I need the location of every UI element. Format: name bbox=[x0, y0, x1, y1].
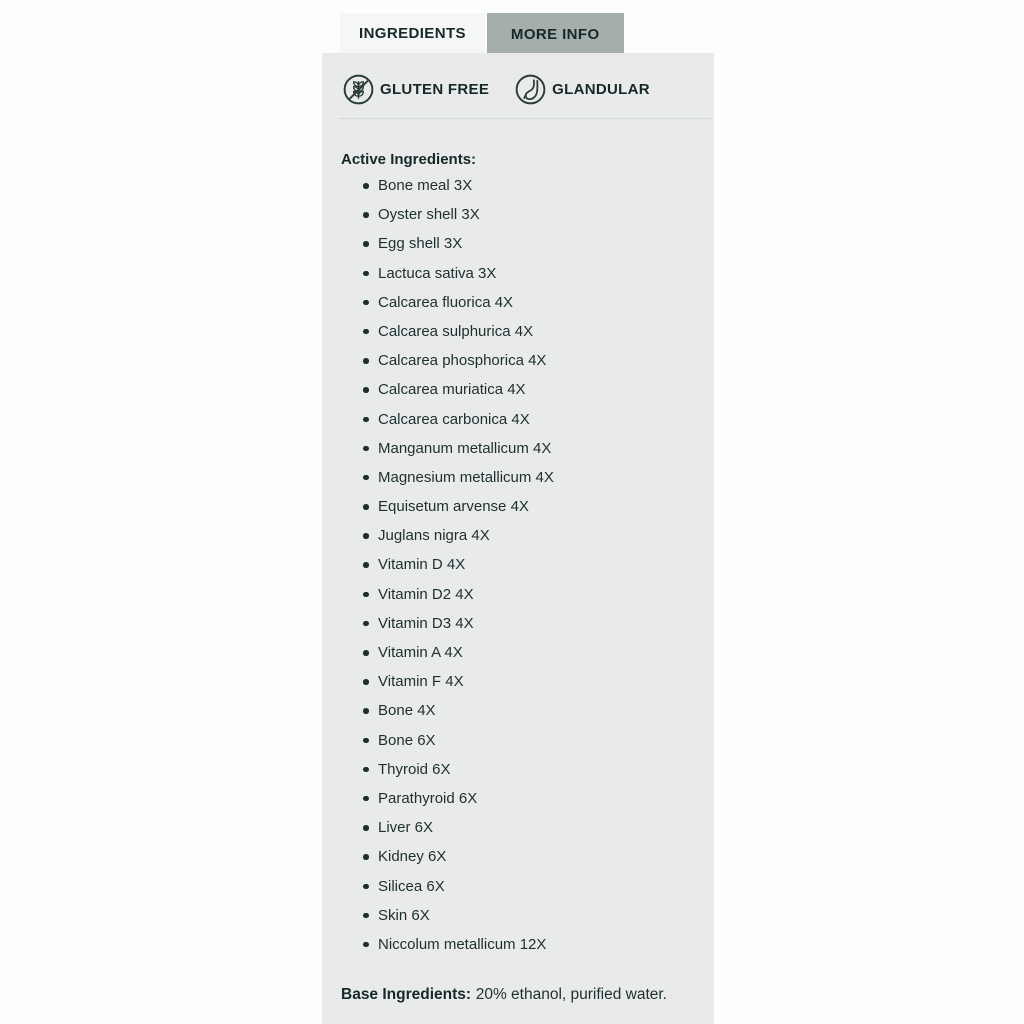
ingredient-item: Lactuca sativa 3X bbox=[378, 265, 714, 283]
badge-glandular bbox=[515, 74, 650, 105]
ingredient-item: Vitamin F 4X bbox=[378, 673, 714, 691]
ingredient-item: Niccolum metallicum 12X bbox=[378, 936, 714, 954]
ingredient-item: Vitamin D3 4X bbox=[378, 615, 714, 633]
ingredient-item: Vitamin D2 4X bbox=[378, 586, 714, 604]
ingredient-item: Calcarea carbonica 4X bbox=[378, 411, 714, 429]
badge-gluten-free-label: GLUTEN FREE bbox=[380, 81, 490, 98]
active-ingredients-list bbox=[341, 177, 714, 954]
glandular-icon bbox=[515, 74, 546, 105]
ingredient-item: Silicea 6X bbox=[378, 878, 714, 896]
ingredient-item: Vitamin A 4X bbox=[378, 644, 714, 662]
ingredient-item: Liver 6X bbox=[378, 819, 714, 837]
ingredient-item: Calcarea sulphurica 4X bbox=[378, 323, 714, 341]
ingredients-panel bbox=[322, 53, 714, 1024]
tab-more-info[interactable]: MORE INFO bbox=[487, 13, 624, 55]
active-ingredients-heading: Active Ingredients: bbox=[341, 151, 477, 168]
base-ingredients bbox=[341, 986, 714, 1004]
ingredient-item: Juglans nigra 4X bbox=[378, 527, 714, 545]
tab-bar bbox=[340, 13, 624, 55]
ingredient-item: Bone meal 3X bbox=[378, 177, 714, 195]
ingredient-item: Bone 6X bbox=[378, 732, 714, 750]
ingredient-item: Kidney 6X bbox=[378, 848, 714, 866]
ingredient-item: Magnesium metallicum 4X bbox=[378, 469, 714, 487]
ingredient-item: Egg shell 3X bbox=[378, 235, 714, 253]
ingredient-item: Calcarea muriatica 4X bbox=[378, 381, 714, 399]
base-ingredients-text: 20% ethanol, purified water. bbox=[475, 985, 667, 1003]
ingredient-item: Oyster shell 3X bbox=[378, 206, 714, 224]
badge-gluten-free bbox=[343, 74, 489, 105]
ingredient-item: Calcarea phosphorica 4X bbox=[378, 352, 714, 370]
ingredient-item: Parathyroid 6X bbox=[378, 790, 714, 808]
ingredient-item: Skin 6X bbox=[378, 907, 714, 925]
ingredient-item: Manganum metallicum 4X bbox=[378, 440, 714, 458]
ingredients-content bbox=[322, 119, 714, 1004]
badges-row bbox=[322, 53, 714, 105]
ingredient-item: Calcarea fluorica 4X bbox=[378, 294, 714, 312]
base-ingredients-label: Base Ingredients: bbox=[341, 985, 472, 1003]
ingredient-item: Bone 4X bbox=[378, 702, 714, 720]
gluten-free-icon bbox=[343, 74, 374, 105]
ingredient-item: Thyroid 6X bbox=[378, 761, 714, 779]
ingredient-item: Equisetum arvense 4X bbox=[378, 498, 714, 516]
ingredient-item: Vitamin D 4X bbox=[378, 556, 714, 574]
tab-ingredients[interactable]: INGREDIENTS bbox=[340, 13, 485, 53]
badge-glandular-label: GLANDULAR bbox=[552, 81, 650, 98]
